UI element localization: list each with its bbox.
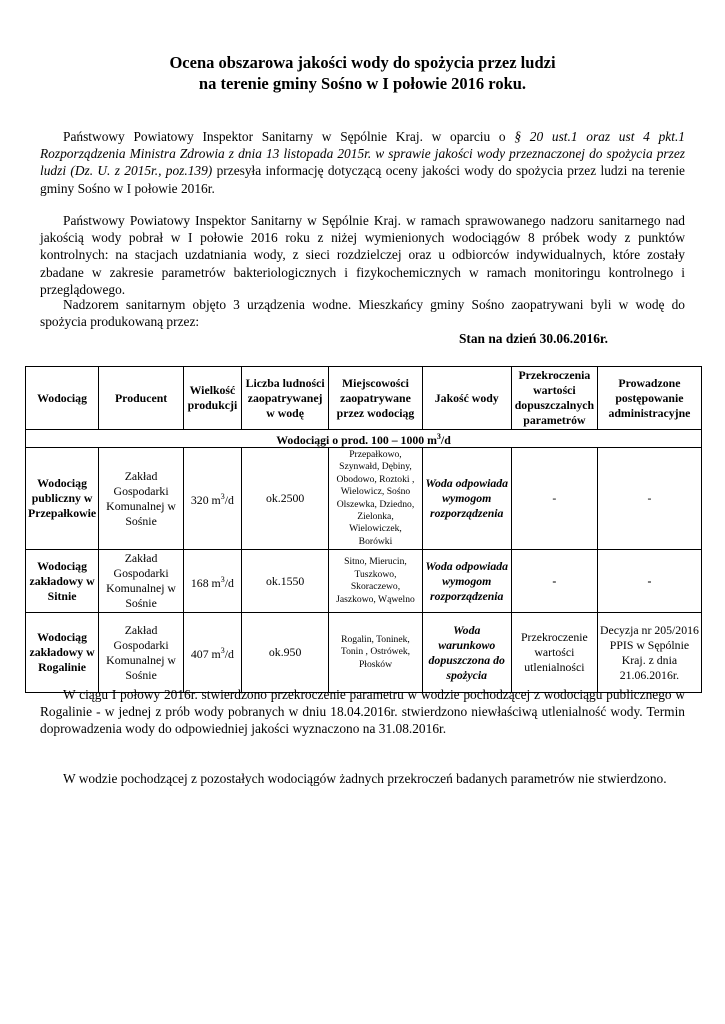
row-proceedings: Decyzja nr 205/2016 PPIS w Sępólnie Kraj. z dnia 21.06.2016r. [597,613,701,693]
row-localities: Sitno, Mierucin, Tuszkowo, Skoraczewo, Jaszkowo, Wąwelno [329,550,422,613]
intro-paragraph-sampling: Państwowy Powiatowy Inspektor Sanitarny w Sępólnie Kraj. w ramach sprawowanego nadzoru sanitarnego nad jakością wody pobrał w I połowie 2016 roku z niżej wymienionych wodociągów 8 próbek wody z punktów kontrolnych: na stacjach uzdatniania wody, z sieci rozdzielczej oraz u odbiorców indywidualnych, które zostały zbadane w zakresie parametrów bakteriologicznych i fizykochemicznych w ramach monitoringu kontrolnego i przeglądowego. [40,213,685,297]
header-miejscowosci: Miejscowości zaopatrywane przez wodociąg [329,367,422,430]
header-liczba-ludnosci: Liczba ludności zaopatrywanej w wodę [241,367,329,430]
row-proceedings: - [597,550,701,613]
row-producer: Zakład Gospodarki Komunalnej w Sośnie [99,550,184,613]
row-production: 168 $m^3/d$ [184,550,242,613]
status-date: Stan na dzień 30.06.2016r. [458,331,608,346]
table-row [26,447,702,549]
row-producer: Zakład Gospodarki Komunalnej w Sośnie [99,613,184,693]
row-localities: Przepałkowo, Szynwałd, Dębiny, Obodowo, Roztoki , Wielowicz, Sośno Olszewka, Dziedno, Zielonka, Wielowiczek, Borówki [329,447,422,549]
title-line-2: na terenie gminy Sośno w I połowie 2016 roku. [198,74,527,93]
row-exceedances: - [511,550,597,613]
row-quality: Woda odpowiada wymogom rozporządzenia [422,447,511,549]
row-name: Wodociąg zakładowy w Rogalinie [26,613,99,693]
row-name: Wodociąg zakładowy w Sitnie [26,550,99,613]
subheader-production-range: Wodociągi o prod. 100 – 1000 $m^3/d$ [26,430,702,448]
document-title [40,52,685,94]
row-localities: Rogalin, Toninek, Tonin , Ostrówek, Płosków [329,613,422,693]
intro-p1-end: przesyła informację dotyczącą oceny jakości wody do spożycia przez ludzi na terenie gminy Sośno w I połowie 2016r. [40,163,685,196]
row-quality: Woda warunkowo dopuszczona do spożycia [422,613,511,693]
table-header-row [26,367,702,430]
intro-paragraph-legal-basis [40,128,685,197]
row-exceedances: - [511,447,597,549]
row-name: Wodociąg publiczny w Przepałkowie [26,447,99,549]
header-przekroczenia: Przekroczenia wartości dopuszczalnych parametrów [511,367,597,430]
row-proceedings: - [597,447,701,549]
table-subheader-row [26,430,702,448]
header-wielkosc-produkcji: Wielkość produkcji [184,367,242,430]
header-postepowanie: Prowadzone postępowanie administracyjne [597,367,701,430]
table-row [26,550,702,613]
row-population: ok.2500 [241,447,329,549]
title-line-1: Ocena obszarowa jakości wody do spożycia przez ludzi [169,53,556,72]
header-producent: Producent [99,367,184,430]
closing-paragraph-no-exceedances: W wodzie pochodzącej z pozostałych wodociągów żadnych przekroczeń badanych parametrów nie stwierdzono. [63,771,667,786]
row-production: 320 $m^3/d$ [184,447,242,549]
water-supply-table [25,366,702,693]
intro-paragraph-supervision: Nadzorem sanitarnym objęto 3 urządzenia wodne. Mieszkańcy gminy Sośno zaopatrywani byli w wodę do spożycia produkowaną przez: [40,297,685,330]
row-production: 407 $m^3/d$ [184,613,242,693]
header-wodociag: Wodociąg [26,367,99,430]
row-population: ok.950 [241,613,329,693]
intro-p1-start: Państwowy Powiatowy Inspektor Sanitarny w Sępólnie Kraj. w oparciu o [63,129,515,144]
intro-p1-regulation: § 20 ust.1 oraz ust 4 pkt.1 Rozporządzenia Ministra Zdrowia z dnia 13 listopada 2015r. w sprawie jakości wody przeznaczonej do spożycia przez ludzi (Dz. U. z 2015r., poz.139) [40,129,685,179]
table-row [26,613,702,693]
header-jakosc-wody: Jakość wody [422,367,511,430]
row-producer: Zakład Gospodarki Komunalnej w Sośnie [99,447,184,549]
row-quality: Woda odpowiada wymogom rozporządzenia [422,550,511,613]
closing-paragraph-exceedance: W ciągu I połowy 2016r. stwierdzono przekroczenie parametru w wodzie pochodzącej z wodociągu publicznego w Rogalinie - w jednej z prób wody pobranych w dniu 18.04.2016r. stwierdzono niewłaściwą utlenialność wody. Termin doprowadzenia wody do odpowiedniej jakości wyznaczono na 31.08.2016r. [40,687,685,737]
row-population: ok.1550 [241,550,329,613]
row-exceedances: Przekroczenie wartości utlenialności [511,613,597,693]
